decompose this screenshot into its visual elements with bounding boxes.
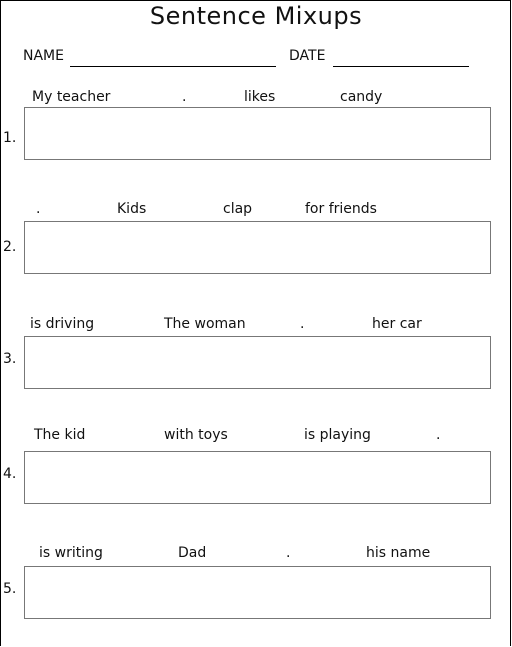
word-chip: is playing xyxy=(304,427,371,443)
word-chip: Kids xyxy=(117,201,147,217)
word-chip: My teacher xyxy=(32,89,111,105)
word-chip: clap xyxy=(223,201,253,217)
item-number: 3. xyxy=(3,351,17,367)
name-label: NAME xyxy=(23,48,64,64)
word-chip: likes xyxy=(244,89,276,105)
word-chip: for friends xyxy=(305,201,377,217)
word-chip: is writing xyxy=(39,545,103,561)
answer-box[interactable] xyxy=(24,107,491,160)
word-chip: . xyxy=(286,545,291,561)
word-chip: . xyxy=(300,316,305,332)
answer-box[interactable] xyxy=(24,451,491,504)
word-chip: Dad xyxy=(178,545,207,561)
item-number: 4. xyxy=(3,466,17,482)
date-label: DATE xyxy=(289,48,326,64)
word-chip: is driving xyxy=(30,316,95,332)
answer-box[interactable] xyxy=(24,221,491,274)
date-line[interactable] xyxy=(333,66,469,67)
word-chip: candy xyxy=(340,89,383,105)
word-chip: with toys xyxy=(164,427,228,443)
word-chip: his name xyxy=(366,545,431,561)
word-chip: The kid xyxy=(34,427,86,443)
word-chip: her car xyxy=(372,316,422,332)
item-number: 2. xyxy=(3,239,17,255)
word-chip: . xyxy=(182,89,187,105)
page-title: Sentence Mixups xyxy=(149,2,363,30)
word-chip: . xyxy=(436,427,441,443)
answer-box[interactable] xyxy=(24,336,491,389)
item-number: 5. xyxy=(3,581,17,597)
answer-box[interactable] xyxy=(24,566,491,619)
item-number: 1. xyxy=(3,130,17,146)
word-chip: . xyxy=(36,201,41,217)
name-line[interactable] xyxy=(70,66,276,67)
word-chip: The woman xyxy=(164,316,246,332)
